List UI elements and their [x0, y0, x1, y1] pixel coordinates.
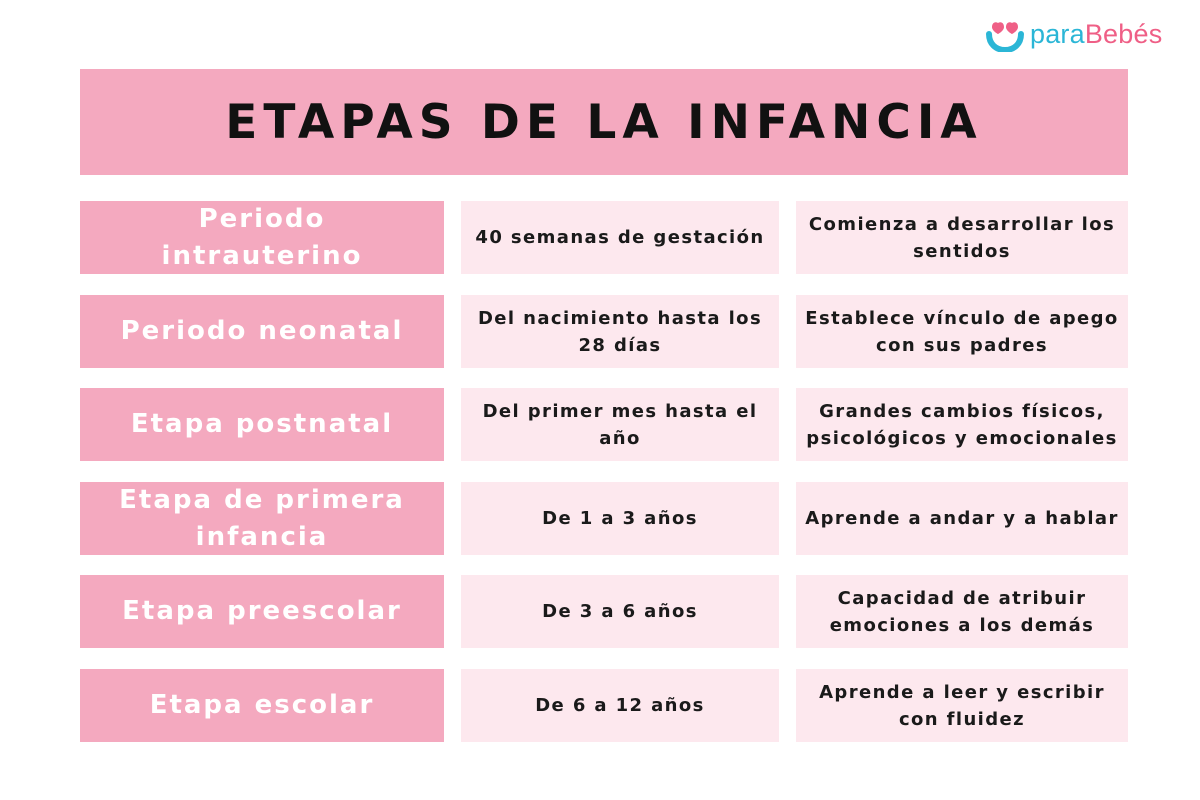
- stage-duration: De 1 a 3 años: [461, 482, 779, 555]
- smiley-heart-icon: [986, 16, 1024, 52]
- stage-name: Etapa de primera infancia: [80, 482, 444, 555]
- stage-row: [80, 295, 1128, 368]
- stage-name: Periodo intrauterino: [80, 201, 444, 274]
- stage-feature: Aprende a andar y a hablar: [796, 482, 1128, 555]
- stage-feature: Aprende a leer y escribir con fluidez: [796, 669, 1128, 742]
- parabebes-logo: [986, 14, 1162, 54]
- stage-duration: De 6 a 12 años: [461, 669, 779, 742]
- stage-duration: De 3 a 6 años: [461, 575, 779, 648]
- stage-row: [80, 201, 1128, 274]
- stage-row: [80, 669, 1128, 742]
- stage-feature: Establece vínculo de apego con sus padres: [796, 295, 1128, 368]
- stage-row: [80, 388, 1128, 461]
- stage-duration: Del primer mes hasta el año: [461, 388, 779, 461]
- stage-duration: 40 semanas de gestación: [461, 201, 779, 274]
- stage-name: Etapa preescolar: [80, 575, 444, 648]
- page-title: ETAPAS DE LA INFANCIA: [225, 94, 983, 150]
- stage-feature: Grandes cambios físicos, psicológicos y emocionales: [796, 388, 1128, 461]
- stage-feature: Capacidad de atribuir emociones a los demás: [796, 575, 1128, 648]
- stage-row: [80, 575, 1128, 648]
- stage-row: [80, 482, 1128, 555]
- stage-name: Etapa postnatal: [80, 388, 444, 461]
- stage-name: Etapa escolar: [80, 669, 444, 742]
- logo-text: paraBebés: [1030, 18, 1163, 49]
- stage-duration: Del nacimiento hasta los 28 días: [461, 295, 779, 368]
- title-banner: [80, 69, 1128, 175]
- stage-feature: Comienza a desarrollar los sentidos: [796, 201, 1128, 274]
- stage-name: Periodo neonatal: [80, 295, 444, 368]
